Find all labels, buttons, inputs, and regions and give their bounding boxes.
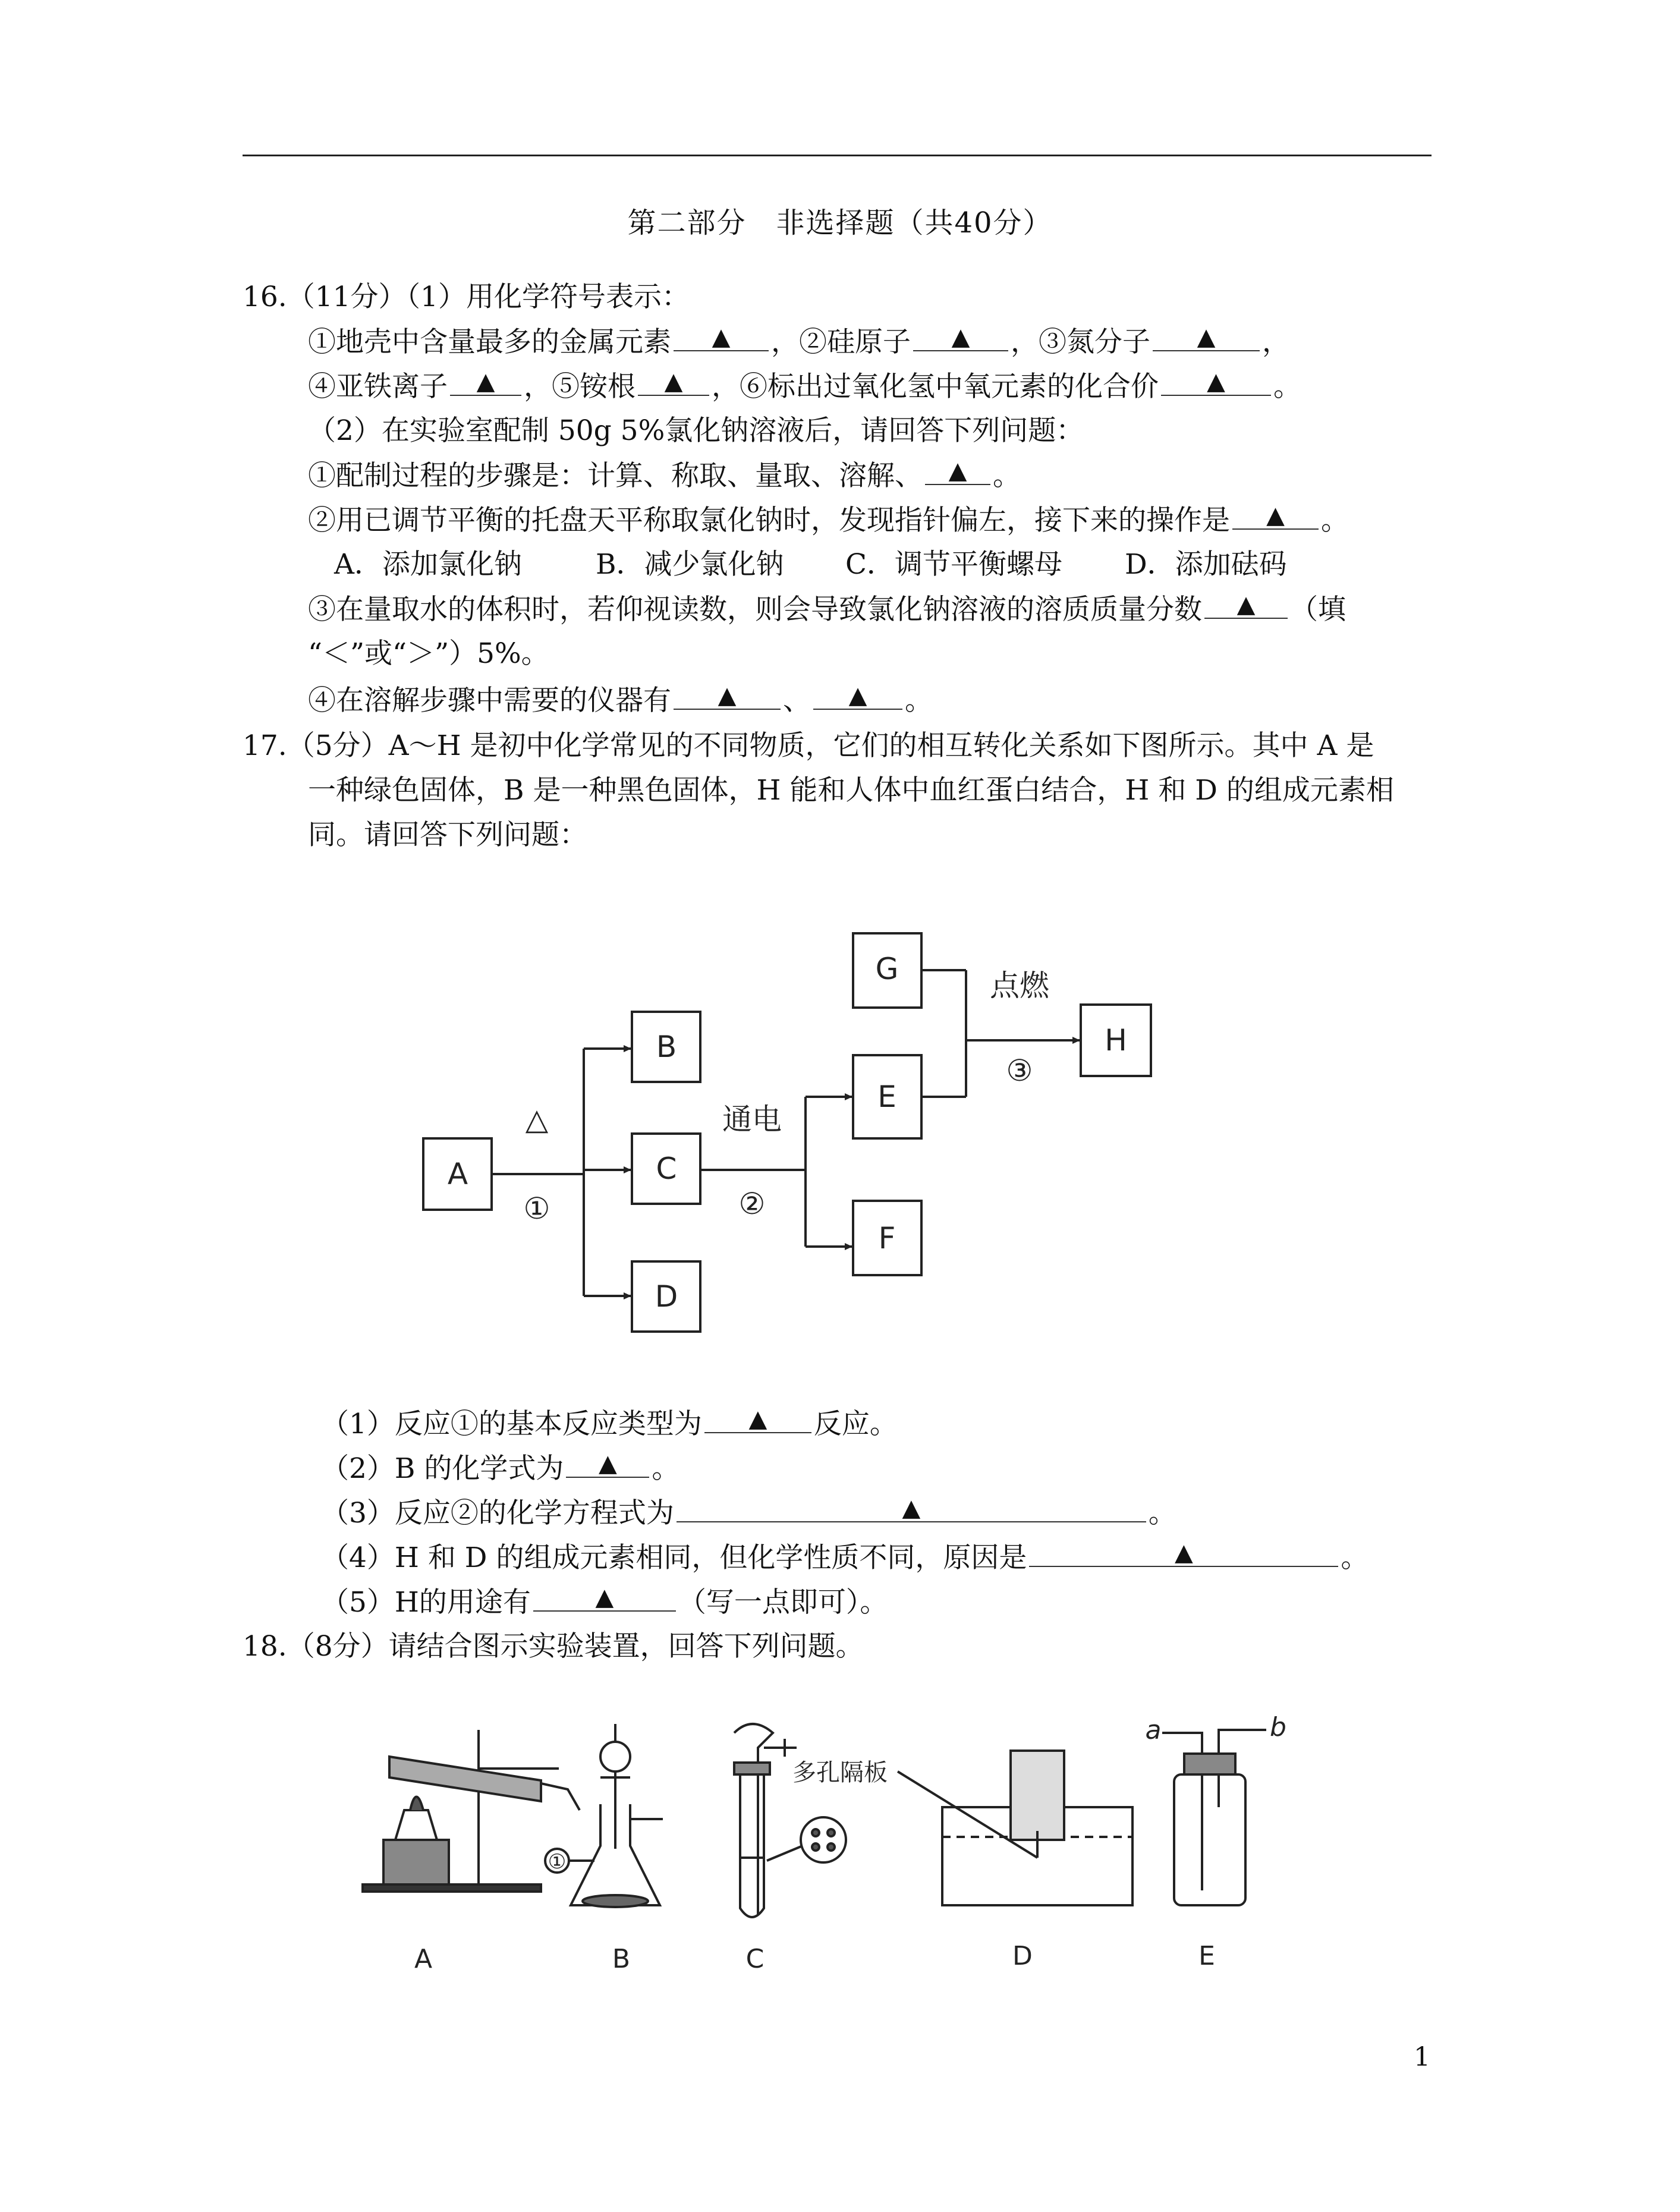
label-c: C	[745, 1944, 765, 1974]
triangle-mark: ▲	[712, 323, 731, 351]
q18-heading: 18.（8分）请结合图示实验装置，回答下列问题。	[243, 1630, 864, 1663]
q17-heading: 17.（5分）A～H 是初中化学常见的不同物质，它们的相互转化关系如下图所示。其中 A 是	[243, 729, 1374, 762]
porous-plate-label: 多孔隔板	[792, 1759, 888, 1786]
q17-text: 。	[1341, 1541, 1369, 1574]
q17-line-3: 同。请回答下列问题：	[308, 819, 587, 851]
option-d[interactable]: D．添加砝码	[1125, 548, 1287, 581]
q16-text: 。	[993, 460, 1021, 492]
triangle-mark: ▲	[748, 1405, 767, 1433]
q17-text: （写一点即可）。	[678, 1586, 888, 1619]
q16-text: 。	[1321, 504, 1349, 537]
step-3: ③	[1006, 1053, 1033, 1088]
q16-text: ，②硅原子	[771, 326, 911, 358]
answer-blank[interactable]	[566, 1450, 649, 1478]
q16-text: ①配制过程的步骤是：计算、称取、量取、溶解、	[308, 460, 923, 492]
triangle-mark: ▲	[902, 1494, 921, 1522]
option-a[interactable]: A．添加氯化钠	[334, 548, 522, 581]
apparatus-c	[734, 1724, 846, 1917]
q16-text: ④在溶解步骤中需要的仪器有	[308, 684, 671, 717]
step-1: ①	[523, 1191, 550, 1226]
q17-text: 。	[652, 1452, 680, 1485]
cond-electric: 通电	[722, 1102, 782, 1137]
q17-line-2: 一种绿色固体，B 是一种黑色固体，H 能和人体中血红蛋白结合，H 和 D 的组成元素相	[308, 774, 1394, 807]
label-h: H	[1105, 1023, 1127, 1058]
q16-text: ，⑤铵根	[524, 370, 635, 403]
q16-text: ④亚铁离子	[308, 370, 448, 403]
q16-text: 。	[905, 684, 933, 717]
label-f: F	[878, 1221, 896, 1256]
triangle-mark: ▲	[848, 682, 867, 709]
label-g: G	[875, 952, 899, 986]
label-d: D	[1012, 1941, 1033, 1971]
triangle-mark: ▲	[599, 1450, 617, 1477]
triangle-mark: ▲	[1237, 591, 1256, 618]
label-a: A	[414, 1944, 433, 1974]
q16-text: ，	[1262, 326, 1290, 358]
q17-sub-5	[321, 1584, 888, 1621]
label-c: C	[656, 1151, 677, 1186]
cond-heat: △	[525, 1102, 549, 1137]
q17-sub-1	[321, 1406, 898, 1442]
triangle-mark: ▲	[948, 457, 967, 484]
q17-text: （5）H的用途有	[321, 1586, 531, 1619]
label-d: D	[655, 1279, 678, 1314]
q16-text: ，③氮分子	[1011, 326, 1150, 358]
answer-blank[interactable]	[533, 1584, 676, 1612]
q16-text: ①地壳中含量最多的金属元素	[308, 326, 671, 358]
q17-text: （4）H 和 D 的组成元素相同，但化学性质不同，原因是	[321, 1541, 1027, 1574]
option-b[interactable]: B．减少氯化钠	[596, 548, 784, 581]
q16-text: ③在量取水的体积时，若仰视读数，则会导致氯化钠溶液的溶质质量分数	[308, 593, 1202, 626]
label-circle-1: ①	[548, 1850, 567, 1874]
label-e: E	[1198, 1941, 1215, 1971]
port-a-label: a	[1145, 1715, 1162, 1745]
q17-text: 。	[1148, 1497, 1176, 1530]
triangle-mark: ▲	[1175, 1539, 1193, 1566]
triangle-mark: ▲	[476, 368, 495, 395]
q16-part2: （2）在实验室配制 50g 5%氯化钠溶液后，请回答下列问题：	[308, 414, 1084, 447]
q16-text: ②用已调节平衡的托盘天平称取氯化钠时，发现指针偏左，接下来的操作是	[308, 504, 1230, 537]
q17-sub-2	[321, 1450, 679, 1487]
triangle-mark: ▲	[1266, 502, 1285, 529]
q16-line-9: “＜”或“＞”）5%。	[308, 637, 549, 670]
q17-text: 反应。	[813, 1408, 898, 1440]
cond-ignite: 点燃	[990, 968, 1049, 1003]
q16-text: 、	[783, 684, 811, 717]
label-e: E	[877, 1080, 896, 1114]
apparatus-b	[545, 1724, 663, 1907]
apparatus-figure	[0, 1712, 1680, 1986]
label-b: B	[612, 1944, 631, 1974]
triangle-mark: ▲	[595, 1584, 614, 1611]
page-number: 1	[1414, 2042, 1430, 2072]
option-c[interactable]: C．调节平衡螺母	[845, 548, 1062, 581]
label-b: B	[656, 1030, 677, 1064]
triangle-mark: ▲	[664, 368, 683, 395]
q16-text: 。	[1273, 370, 1301, 403]
q16-heading: 16.（11分）（1）用化学符号表示：	[243, 281, 690, 313]
triangle-mark: ▲	[718, 682, 737, 709]
q17-sub-4	[321, 1540, 1368, 1576]
section-title: 第二部分 非选择题（共40分）	[627, 206, 1053, 240]
q17-text: （2）B 的化学式为	[321, 1452, 564, 1485]
q16-text: ，⑥标出过氧化氢中氧元素的化合价	[712, 370, 1159, 403]
q17-sub-3	[321, 1495, 1176, 1531]
apparatus-e	[1162, 1730, 1266, 1905]
triangle-mark: ▲	[1207, 368, 1225, 395]
answer-blank[interactable]	[1029, 1540, 1338, 1567]
triangle-mark: ▲	[951, 323, 970, 351]
q17-text: （1）反应①的基本反应类型为	[321, 1408, 702, 1440]
answer-blank[interactable]	[704, 1406, 811, 1433]
label-a: A	[447, 1157, 468, 1191]
triangle-mark: ▲	[1197, 323, 1216, 351]
q17-text: （3）反应②的化学方程式为	[321, 1497, 674, 1530]
port-b-label: b	[1270, 1712, 1286, 1742]
q16-text: （填	[1290, 593, 1346, 626]
answer-blank[interactable]	[677, 1495, 1146, 1522]
step-2: ②	[738, 1187, 766, 1221]
apparatus-d	[898, 1751, 1132, 1905]
